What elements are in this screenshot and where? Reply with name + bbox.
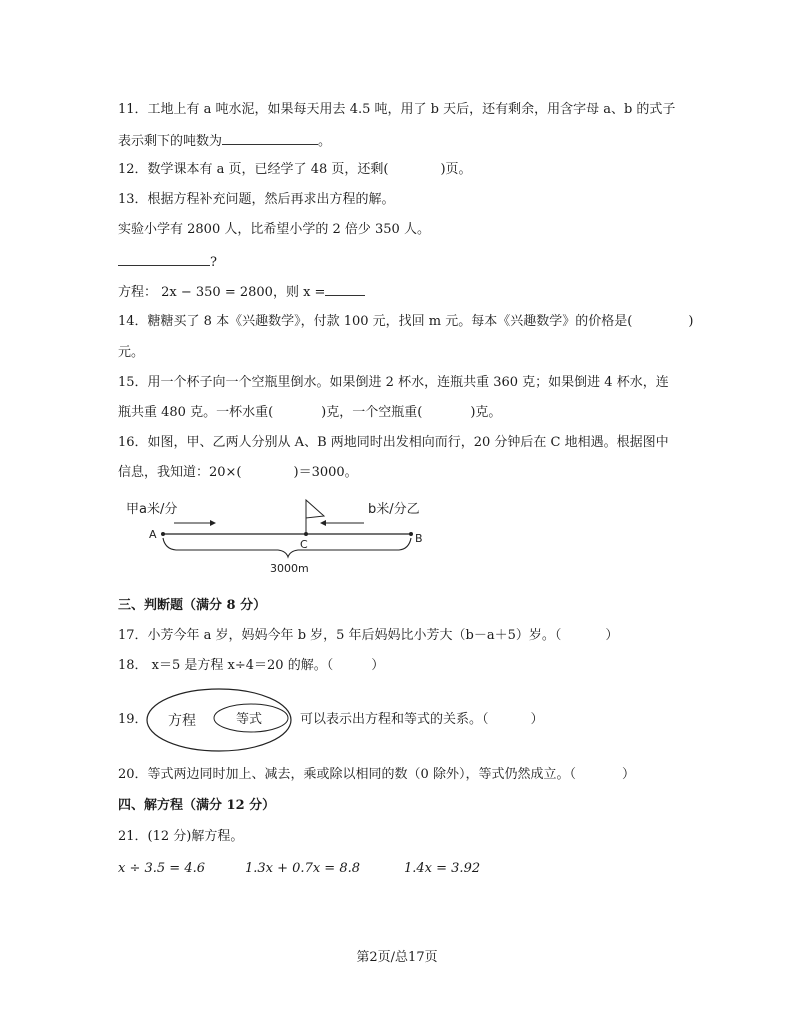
equation-3: 1.4x = 3.92 [404, 861, 481, 876]
question-17-close: ） [605, 628, 619, 643]
venn-inner-label: 等式 [236, 712, 263, 727]
answer-blank-13-question [118, 252, 210, 266]
question-15-text-b: )克，一个空瓶重( [321, 405, 423, 420]
question-16-line1: 16．如图，甲、乙两人分别从 A、B 两地同时出发相向而行，20 分钟后在 C 地相遇。根据图中 [118, 435, 669, 450]
question-11-line2 [118, 131, 331, 151]
point-c-label: C [300, 538, 308, 551]
question-17-text: 17．小芳今年 a 岁，妈妈今年 b 岁，5 年后妈妈比小芳大（b－a＋5）岁。（ [118, 628, 562, 643]
question-13-equation [118, 282, 365, 302]
flag [306, 500, 324, 518]
question-19-close: ） [530, 712, 544, 727]
question-14-line2: 元。 [118, 345, 145, 360]
question-18-close: ） [371, 658, 385, 673]
question-17 [118, 627, 618, 645]
question-13-question [118, 252, 217, 272]
question-11-end: 。 [318, 134, 332, 149]
page-footer: 第2页/总17页 [356, 950, 438, 965]
equation-2: 1.3x + 0.7x = 8.8 [245, 861, 361, 876]
point-a-dot [161, 532, 165, 536]
point-c-dot [304, 532, 308, 536]
question-18 [118, 657, 384, 675]
question-15-line2 [118, 404, 501, 422]
question-14-text: 14．糖糖买了 8 本《兴趣数学》，付款 100 元，找回 m 元。每本《兴趣数学》的价格是( [118, 314, 633, 329]
question-20 [118, 766, 635, 784]
question-16-line2 [118, 464, 358, 482]
question-19-number: 19． [118, 712, 148, 727]
question-12-end: )页。 [440, 162, 472, 177]
question-16-text-b: )＝3000。 [293, 465, 358, 480]
distance-brace [163, 538, 411, 557]
meeting-diagram [118, 494, 438, 580]
question-11-text: 表示剩下的吨数为 [118, 134, 223, 149]
arrow-right-head [210, 520, 216, 526]
point-b-label: B [415, 532, 423, 545]
venn-diagram [144, 686, 294, 754]
question-13-equation-text: 方程： 2x − 350 = 2800，则 x = [118, 285, 326, 300]
question-13-line2: 实验小学有 2800 人，比希望小学的 2 倍少 350 人。 [118, 222, 430, 237]
venn-outer-label: 方程 [168, 713, 196, 729]
answer-blank-11 [222, 131, 318, 145]
question-16-text-a: 信息，我知道：20×( [118, 465, 242, 480]
answer-blank-13-x [325, 282, 365, 296]
point-a-label: A [149, 528, 157, 541]
question-18-text: 18． x＝5 是方程 x÷4＝20 的解。（ [118, 658, 334, 673]
question-12 [118, 161, 472, 179]
question-21: 21．(12 分)解方程。 [118, 829, 244, 844]
question-20-text: 20．等式两边同时加上、减去，乘或除以相同的数（0 除外），等式仍然成立。（ [118, 767, 576, 782]
diagram-label-right: b米/分乙 [368, 502, 420, 517]
question-13-line1: 13．根据方程补充问题，然后再求出方程的解。 [118, 192, 395, 207]
point-b-dot [409, 532, 413, 536]
question-14-close: ) [688, 314, 694, 329]
question-12-text: 12．数学课本有 a 页，已经学了 48 页，还剩( [118, 162, 389, 177]
question-15-text-a: 瓶共重 480 克。一杯水重( [118, 405, 274, 420]
arrow-left-head [320, 520, 326, 526]
diagram-label-left: 甲a米/分 [126, 502, 178, 517]
question-13-qmark: ? [210, 255, 217, 270]
question-19-text [300, 711, 544, 729]
section-4-heading: 四、解方程（满分 12 分） [118, 798, 276, 813]
question-14-line1 [118, 313, 693, 331]
question-15-text-c: )克。 [470, 405, 502, 420]
equation-1: x ÷ 3.5 = 4.6 [118, 861, 205, 876]
question-11-line1: 11．工地上有 a 吨水泥，如果每天用去 4.5 吨，用了 b 天后，还有剩余，用含字母 a、b 的式子 [118, 102, 676, 117]
question-19-text-a: 可以表示出方程和等式的关系。（ [300, 712, 489, 727]
question-20-close: ） [621, 767, 635, 782]
section-3-heading: 三、判断题（满分 8 分） [118, 598, 267, 613]
question-15-line1: 15．用一个杯子向一个空瓶里倒水。如果倒进 2 杯水，连瓶共重 360 克；如果倒进 4 杯水，连 [118, 375, 669, 390]
distance-label: 3000m [270, 562, 309, 575]
